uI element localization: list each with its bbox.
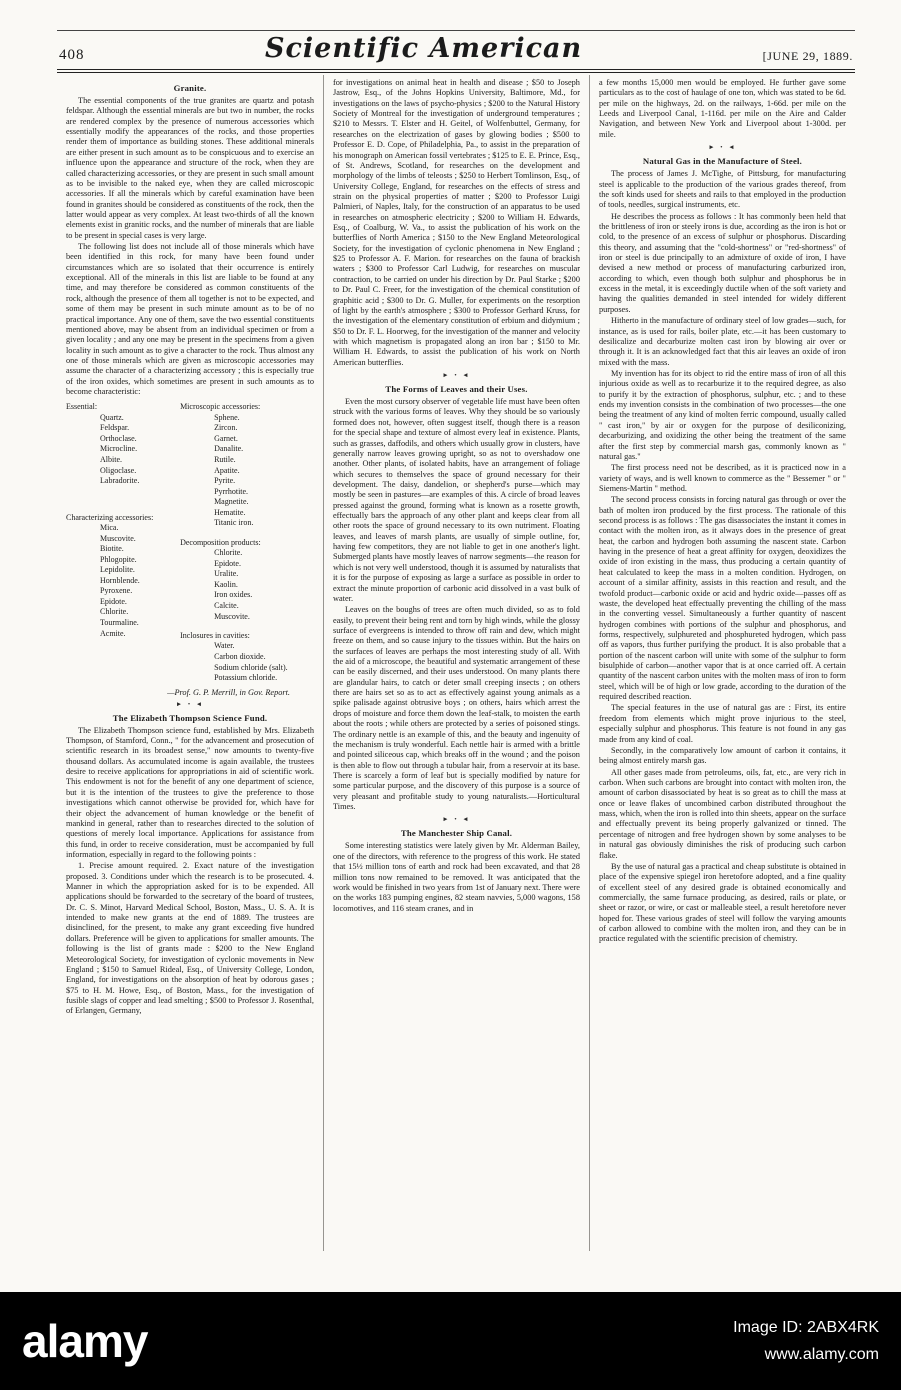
gas-paragraph-10: By the use of natural gas a practical and cheap substitute is obtained in place of the expensive spiegel iron heretofore adopted, and a fine quality of excellent steel of any desired grade is obtained economically and commercially, the same furnace producing, as desired, rails or plate, or sheet or razor, or wire, or cast or malleable steel, a result heretofore never hoped for. These various grades of steel will follow the varying amounts of carbon allowed to combine with the molten iron, and they can be in practice regulated with the scientific precision of chemistry. xyxy=(598,861,846,944)
gas-paragraph-7: The special features in the use of natural gas are : First, its entire freedom from elements which might prove injurious to the steel, especially sulphur and phosphorus. This feature is not found in any gas made from any kind of coal. xyxy=(598,703,846,744)
mineral-item: Titanic iron. xyxy=(214,518,254,528)
grants-continued-paragraph: for investigations on animal heat in health and disease ; $50 to Joseph Jastrow, Esq., of the Johns Hopkins University, Baltimore, Md., for investigations on the laws of psycho-physics ; $200 to the Natural History Society of Montreal for the investigation of underground temperatures ; $210 to Messrs. T. Elster and H. Geitel, of Wolfenbuttel, Germany, for researches on the electrization of gases by glowing bodies ; $500 to Professor E. D. Cope, of Philadelphia, Pa., to assist in the preparation of his monograph on American fossil vertebrates ; $125 to E. E. Prince, Esq., of St. Andrews, Scotland, for researches on the development and morphology of the limbs of teleosts ; $250 to Herbert Tomlinson, Esq., of University College, England, for researches on the effects of stress and strain on the physical properties of matter ; $200 to Professor Luigi Palmieri, of Naples, Italy, for the construction of an apparatus to be used in researches on atmospheric electricity ; $200 to William H. Edwards, Esq., of Coalburg, W. Va., to assist the publication of his work on the butterflies of North America ; $150 to the New England Meteorological Society, for the investigation of cyclonic phenomena in New England ; $25 to Professor A. F. Marion. for researches on the fauna of brackish waters ; $300 to Professor Carl Ludwig, for researches on muscular contraction, to be carried on under his direction by Dr. Paul Starke ; $200 to Dr. Paul C. Freer, for the investigation of the chemical constitution of graphitic acid ; $300 to Dr. G. Muller, for experiments on the resorption of light by the earth's atmosphere ; $300 to Professor Gerhard Kruss, for the investigation of the elementary constitution of erbium and didymium ; $50 to Dr. F. L. Hoorweg, for the investigation of the manner and velocity with which magnetism is propagated along an iron bar ; $150 to Mr. William H. Edwards, to assist the publication of his work on North American butterflies. xyxy=(332,78,580,367)
mineral-item: Garnet. xyxy=(214,433,238,443)
inclosures-label: Inclosures in cavities: xyxy=(180,631,250,641)
header-rule xyxy=(57,69,855,73)
article-title-leaves: The Forms of Leaves and their Uses. xyxy=(385,384,528,395)
mineral-item: Potassium chloride. xyxy=(214,673,278,683)
mineral-item: Apatite. xyxy=(214,465,240,475)
watermark-info xyxy=(733,1314,879,1368)
microscopic-block xyxy=(180,402,314,528)
thompson-paragraph-2: 1. Precise amount required. 2. Exact nature of the investigation proposed. 3. Conditions under which the research is to be prosecuted. 4. Manner in which the appropriation asked for is to be expended. All applications should be forwarded to the secretary of the board of trustees, Dr. C. S. Minot, Harvard Medical School, Boston, Mass., U. S. A. It is intended to make new grants at the end of 1889. The trustees are disinclined, for the present, to make any grant exceeding five hundred dollars. Preference will be given to applications for smaller amounts. The following is the list of grants made : $200 to the New England Meteorological Society, for investigation of cyclonic movements in New England ; $150 to Samuel Rideal, Esq., of University College, London, England, for investigations on the absorption of heat by odorous gases ; $75 to H. M. Howe, Esq., of Boston, Mass., for the investigation of fusible slags of copper and lead smelting ; $500 to Professor J. Rosenthal, of Erlangen, Germany, xyxy=(66,861,314,1016)
thompson-paragraph-1: The Elizabeth Thompson science fund, established by Mrs. Elizabeth Thompson, of Stamford, Conn., " for the advancement and prosecution of scientific research in its broadest sense," now amounts to twenty-five thousand dollars. As accumulated income is again available, the trustees desire to receive applications for appropriations in aid of scientific work. This endowment is not for the benefit of any one department of science, but it is the intention of the trustees to give the preference to those investigations which cannot otherwise be provided for, which have for their object the advancement of human knowledge or the benefit of mankind in general, rather than to researches directed to the solution of questions of merely local importance. Applications for assistance from this fund, in order to receive consideration, must be accompanied by full information, especially in regard to the following points : xyxy=(66,725,314,859)
mineral-item: Pyroxene. xyxy=(100,586,133,596)
section-ornament: ► • ◄ xyxy=(175,700,205,708)
mineral-list-left xyxy=(66,402,180,683)
mineral-item: Epidote. xyxy=(100,596,127,606)
mineral-item: Biotite. xyxy=(100,544,124,554)
gas-paragraph-6: The second process consists in forcing natural gas through or over the bath of molten iron produced by the first process. The rationale of this second process is as follows : The gas disassociates the instant it comes in contact with the molten iron, as it always does in the presence of great heat, the carbon and hydrogen both assuming the nascent state. Carbon having in the presence of heat a great affinity for oxygen, deoxidizes the oxide of iron existing in the mass, thus producing a certain quantity of heat calculated to keep the mass in a molten condition. Hydrogen, on account of a similar affinity, assists in this reaction and result, and the twofold product—carbonic oxide or acid and hydric oxide—passes off as waste, the developed heat effectually preventing the chilling of the mass in the converting vessel. Simultaneously a further quantity of nascent hydrogen combines with portions of the sulphur and phosphorus, and forms, respectively, sulphureted and phosphureted hydrogen, which pass off as vapors, thus further purifying the product. It is also probable that a portion of the nascent carbon will unite with some of the sulphur to form bisulphide of carbon—another vapor that is at once carried off. A certain quantity of the nascent carbon unites with the molten mass of iron to form steel, which will be of high or low grade, according to the duration of the required described reaction. xyxy=(598,495,846,702)
mineral-item: Muscovite. xyxy=(214,611,250,621)
gas-paragraph-8: Secondly, in the comparatively low amount of carbon it contains, it being almost entirely marsh gas. xyxy=(598,745,846,766)
mineral-list-right xyxy=(180,402,314,683)
article-title-granite: Granite. xyxy=(173,83,207,93)
mineral-item: Rutile. xyxy=(214,455,236,464)
column-2 xyxy=(323,75,589,1251)
inclosures-block xyxy=(180,631,314,684)
section-ornament: ► • ◄ xyxy=(708,144,737,152)
section-ornament: ► • ◄ xyxy=(442,372,471,380)
section-ornament: ► • ◄ xyxy=(442,816,471,824)
gas-paragraph-3: Hitherto in the manufacture of ordinary steel of low grades—such, for instance, as is used for rails, boiler plate, etc.—it has been customary to desilicalize and decarburize molten cast iron by blowing air over or through it. It is an acknowledged fact that this air leaves an oxide of iron mixed with the mass. xyxy=(598,316,846,367)
microscopic-label: Microscopic accessories: xyxy=(180,402,261,412)
canal-paragraph-1: Some interesting statistics were lately given by Mr. Alderman Bailey, one of the directors, with reference to the progress of this work. He stated that 15½ million tons of earth and rock had been excavated, and that 28 million tons now remained to be removed. It was anticipated that the work would be finished in two years from 1st of January next. There were on the works 183 pumping engines, 82 steam navvies, 5,000 wagons, 158 locomotives, and 116 steam cranes, and in xyxy=(332,841,580,913)
mineral-item: Phlogopite. xyxy=(100,554,137,564)
article-columns xyxy=(57,75,855,1251)
characterizing-label: Characterizing accessories: xyxy=(66,512,154,522)
mineral-item: Zircon. xyxy=(214,423,238,433)
mineral-item: Calcite. xyxy=(214,600,239,610)
canal-continued-paragraph: a few months 15,000 men would be employed. He further gave some particulars as to the cost of haulage of one ton, which was stated to be 6d. per mile on the highways, 2d. on the railways, 1-66d. per mile on the Leeds and Liverpool Canal, 1-116d. per mile on the Aire and Calder Navigation, and between New York and Liverpool about 1-300d. per mile. xyxy=(598,78,846,139)
gas-paragraph-4: My invention has for its object to rid the entire mass of iron of all this injurious oxide as well as to recarburize it to the required degree, as also to purify it by the extraction of phosphorus, sulphur, etc. ; and to these ends my invention consists in the combination of two processes—the one being the treatment of any kind of molten ferric compound, usually called " cast iron," by air or oxygen for the purpose of desiliconizing, decarburizing, and oxidizing the other being the treatment of the same after the first step by commercial marsh gas, commonly known as " natural gas." xyxy=(598,368,846,461)
alamy-url-text: www.alamy.com xyxy=(764,1346,879,1363)
mineral-item: Magnetite. xyxy=(214,497,249,507)
image-id-text: Image ID: 2ABX4RK xyxy=(733,1318,879,1336)
column-3 xyxy=(589,75,855,1251)
author-signature: —Prof. G. P. Merrill, in Gov. Report. xyxy=(167,687,290,697)
mineral-item: Chlorite. xyxy=(100,607,129,617)
mineral-item: Hornblende. xyxy=(100,575,140,585)
mineral-item: Water. xyxy=(214,641,235,651)
gas-paragraph-1: The process of James J. McTighe, of Pittsburg, for manufacturing steel is applicable to the production of the various grades thereof, from the soft kinds used for sheets and rails to that employed in the production of tools, needles, surgical instruments, etc. xyxy=(598,169,846,210)
mineral-item: Oligoclase. xyxy=(100,465,137,475)
mineral-item: Danalite. xyxy=(214,444,244,454)
page-number: 408 xyxy=(59,47,85,63)
mineral-item: Microcline. xyxy=(100,444,138,454)
mineral-item: Muscovite. xyxy=(100,533,136,543)
mineral-item: Quartz. xyxy=(100,412,124,422)
gas-paragraph-5: The first process need not be described, as it is practiced now in a variety of ways, and is well known to commerce as the " Bessemer " or " Siemens-Martin " method. xyxy=(598,463,846,493)
article-title-natural-gas: Natural Gas in the Manufacture of Steel. xyxy=(642,156,803,167)
mineral-item: Carbon dioxide. xyxy=(214,651,266,661)
alamy-watermark-bar xyxy=(0,1292,901,1390)
mineral-list xyxy=(66,402,314,683)
decomposition-items xyxy=(180,548,314,622)
characterizing-block xyxy=(66,513,180,639)
essential-block xyxy=(66,402,180,486)
gas-paragraph-9: All other gases made from petroleums, oils, fat, etc., are very rich in carbon. When such carbons are brought into contact with molten iron, the amount of carbon disassociated by heat is so great as to chill the mass at once or leave flakes of uncombined carbon distributed throughout the mass, which, when the iron is rolled into thin sheets, appear on the surface and effectually prevent its being properly galvanized or tinned. The percentage of nitrogen and free hydrogen shown by some analyses to be in natural gas obviously diminishes the risk of producing such carbon flake. xyxy=(598,767,846,860)
page-header xyxy=(57,31,855,69)
article-title-canal: The Manchester Ship Canal. xyxy=(400,828,513,839)
microscopic-items xyxy=(180,413,314,529)
gas-paragraph-2: He describes the process as follows : It has commonly been held that the brittleness of iron or steely irons is due, according as the iron is hot or cold, to the presence of an excess of sulphur or phosphorus. Discarding this theory, and assuming that the "cold-shortness" or "red-shortness" of iron or steel is due principally to an admixture of oxide of iron, I have devised a new method or process of manufacturing carburized iron, according to which, even though both sulphur and phosphorus be in excess in the metal, it is exceedingly ductile when of the soft variety and having the qualities demanded in steel intended for widely different purposes. xyxy=(598,211,846,314)
decomposition-label: Decomposition products: xyxy=(180,537,261,547)
mineral-item: Lepidolite. xyxy=(100,565,135,575)
mineral-item: Pyrrhotite. xyxy=(214,486,249,496)
alamy-logo: alamy xyxy=(22,1315,148,1367)
mineral-item: Mica. xyxy=(100,523,119,533)
leaves-paragraph-2: Leaves on the boughs of trees are often much divided, so as to fold easily, to prevent their being rent and torn by high winds, while the glossy surface of evergreens is intended to throw off rain and dew, which might freeze on them, and so cause injury to the tissues within. But the hairs on the surfaces of leaves are perhaps the most interesting study of all. With the aid of a microscope, the beautiful and systematic arrangement of these can be easily discerned, and their uses understood. On many plants there are glandular hairs, to catch or deter small creeping insects ; on others there are hairs set so as to act as effectively against young animals as a spike palisade against obtrusive boys ; on others, hairs which arrest the drops of moisture and force them down the leaf-stalk, to moisten the earth about the roots ; while others are protected by a series of poisoned stings. The ordinary nettle is an example of this, and the beauty and ingenuity of the mechanism is truly wonderful. Each nettle hair is armed with a brittle and pointed siliceous cap, which breaks off in the wound ; and the poison is then able to flow out through a tubular hair, from a reservoir at its base. There is scarcely a form of leaf but is specially modified by nature for some particular purpose, and the discovery of this purpose is a source of very pleasant and profitable study to young naturalists.—Horticultural Times. xyxy=(332,605,580,812)
masthead-title: Scientific American xyxy=(264,33,583,64)
mineral-item: Iron oxides. xyxy=(214,590,253,600)
mineral-item: Pyrite. xyxy=(214,476,236,486)
essential-items xyxy=(66,413,180,487)
mineral-item: Acmite. xyxy=(100,628,126,638)
granite-paragraph-1: The essential components of the true granites are quartz and potash feldspar. Although the essential minerals are but two in number, the rocks are rendered complex by the presence of numerous accessories which essentially modify the appearances of the rocks, and those properties render them of importance as building stones. These additional minerals are either present in such amount as to be conspicuous and to exercise an influence upon the appearance and structure of the rock, when they are called characterizing accessories, or they are present in such small amount as to be invisible to the naked eye, when they are called microscopic accessories. If all the minerals which by careful examination have been found in granites should be considered as constituents of the rock, then the latter would appear as very complex. At least two-thirds of all the known elements exist in granitic rocks, and the number of minerals that are liable to be present in special cases is very large. xyxy=(66,96,314,240)
characterizing-items xyxy=(66,523,180,639)
granite-paragraph-2: The following list does not include all of those minerals which have been identified in this rock, for many have been found under circumstances which are so isolated that their occurrence is entirely exceptional. All of the minerals in this list are liable to be found at any time, and may therefore be considered as common constituents of the rock, although the presence of them all together is not to be expected, and some of them may be present in such minute amount as to be of no practical importance. Any one of them, save the two essential constituents mentioned above, may be absent from an individual specimen or from a given locality ; and any one may be present in the specimens from a given locality in such amount as to give a character to the rock. Thus almost any one of those minerals which are given as microscopic accessories may assume the character of a characterizing accessory ; this is especially true of the iron oxides, which sometimes are present in such amounts as to become characteristic: xyxy=(66,242,314,397)
mineral-item: Orthoclase. xyxy=(100,433,137,443)
mineral-item: Sodium chloride (salt). xyxy=(214,662,288,672)
essential-label: Essential: xyxy=(66,402,98,412)
mineral-item: Feldspar. xyxy=(100,423,130,433)
mineral-item: Chlorite. xyxy=(214,548,243,558)
mineral-item: Epidote. xyxy=(214,558,241,568)
decomposition-block xyxy=(180,538,314,622)
column-1 xyxy=(57,75,323,1251)
mineral-item: Albite. xyxy=(100,455,122,464)
inclosures-items xyxy=(180,641,314,683)
article-title-thompson-fund: The Elizabeth Thompson Science Fund. xyxy=(112,712,268,723)
mineral-item: Hematite. xyxy=(214,507,246,517)
leaves-paragraph-1: Even the most cursory observer of vegetable life must have been often struck with the various forms of leaves. Why they should be so variously formed does not, however, often suggest itself, though there is a reason for the special shape and texture of almost every leaf in existence. Plants, such as grasses, daffodils, and others which usually grow in clusters, have generally narrow leaves growing upright, so as not to overshadow one another. Other plants, of isolated habits, have an arrangement of foliage which secures to themselves the space of ground necessary for their development. The daisy, dandelion, or shepherd's purse—which may mostly be seen in pastures—are examples of this. A circle of broad leaves pressed against the ground, forming what is known as a rosette growth, effectually bars the approach of any other plant and keeps clear from all other roots the space of ground necessary to its own nutriment. Floating leaves, and leaves of marsh plants, are usually of simple outline, for, having few competitors, they are not liable to get in one another's light. Submerged plants have mostly leaves of narrow segments—the reason for which is not very well understood, though it is assumed by naturalists that it is for the purpose of exposing as large a surface as possible in order to extract the minute proportion of carbonic acid dissolved in a vast bulk of water. xyxy=(332,397,580,603)
mineral-item: Uralite. xyxy=(214,569,239,579)
issue-date: [JUNE 29, 1889. xyxy=(762,49,853,63)
mineral-item: Sphene. xyxy=(214,412,240,422)
mineral-item: Kaolin. xyxy=(214,579,238,589)
mineral-item: Labradorite. xyxy=(100,476,140,486)
mineral-item: Tourmaline. xyxy=(100,617,139,627)
